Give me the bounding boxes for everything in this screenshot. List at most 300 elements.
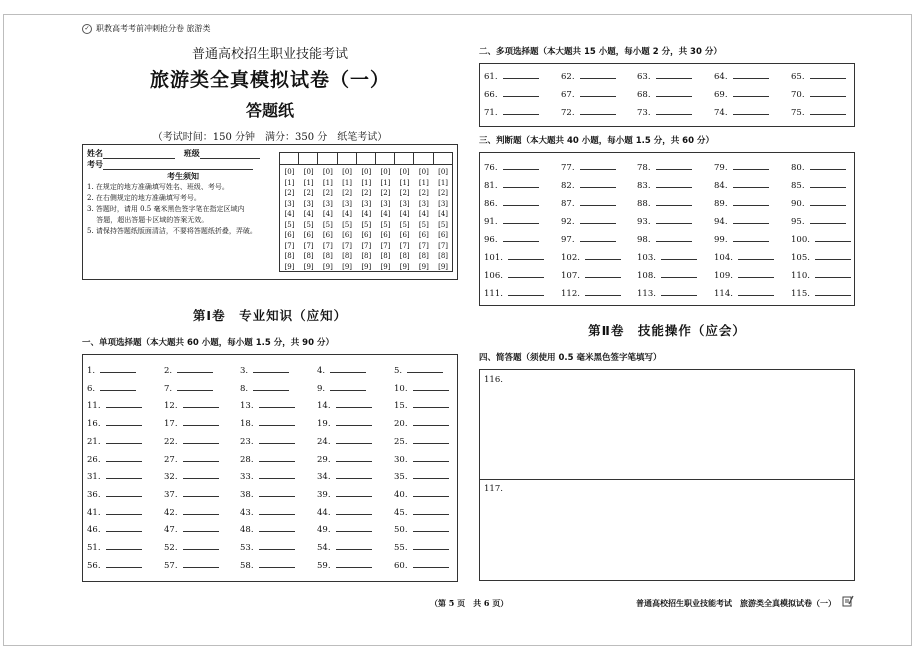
digit-bubble[interactable]: [4] bbox=[342, 210, 353, 218]
answer-blank-69[interactable] bbox=[714, 90, 769, 100]
answer-line[interactable] bbox=[253, 371, 289, 373]
answer-blank-93[interactable] bbox=[637, 217, 692, 227]
answer-line[interactable] bbox=[413, 548, 449, 550]
digit-bubble[interactable]: [2] bbox=[418, 189, 429, 197]
digit-bubble[interactable]: [2] bbox=[399, 189, 410, 197]
answer-blank-16[interactable] bbox=[87, 419, 142, 429]
digit-bubble[interactable]: [0] bbox=[399, 168, 410, 176]
answer-blank-76[interactable] bbox=[484, 163, 539, 173]
digit-bubble[interactable]: [3] bbox=[303, 199, 314, 208]
digit-bubble[interactable]: [0] bbox=[322, 168, 333, 176]
answer-blank-37[interactable] bbox=[164, 490, 219, 500]
id-digit-box[interactable] bbox=[414, 153, 433, 164]
answer-blank-75[interactable] bbox=[791, 108, 846, 118]
answer-line[interactable] bbox=[508, 258, 544, 260]
digit-bubble[interactable]: [6] bbox=[303, 231, 314, 239]
answer-line[interactable] bbox=[106, 548, 142, 550]
digit-bubble[interactable]: [0] bbox=[361, 168, 372, 176]
digit-bubble[interactable]: [5] bbox=[438, 220, 449, 229]
answer-line[interactable] bbox=[413, 495, 449, 497]
digit-bubble[interactable]: [5] bbox=[418, 220, 429, 229]
id-field[interactable]: 考号 bbox=[87, 159, 253, 170]
digit-bubble[interactable]: [4] bbox=[361, 210, 372, 218]
digit-bubble[interactable]: [1] bbox=[438, 178, 449, 187]
answer-line[interactable] bbox=[177, 371, 213, 373]
digit-bubble[interactable]: [8] bbox=[399, 252, 410, 260]
answer-line[interactable] bbox=[106, 424, 142, 426]
answer-blank-55[interactable] bbox=[394, 543, 449, 553]
digit-bubble[interactable]: [1] bbox=[399, 178, 410, 187]
answer-line[interactable] bbox=[580, 204, 616, 206]
answer-blank-41[interactable] bbox=[87, 508, 142, 518]
answer-line[interactable] bbox=[106, 442, 142, 444]
answer-blank-70[interactable] bbox=[791, 90, 846, 100]
answer-line[interactable] bbox=[183, 495, 219, 497]
answer-blank-80[interactable] bbox=[791, 163, 846, 173]
digit-bubble[interactable]: [4] bbox=[418, 210, 429, 218]
digit-bubble[interactable]: [9] bbox=[303, 262, 314, 271]
digit-bubble[interactable]: [7] bbox=[322, 241, 333, 250]
answer-line[interactable] bbox=[810, 77, 846, 79]
digit-bubble[interactable]: [2] bbox=[380, 189, 391, 197]
digit-bubble[interactable]: [9] bbox=[438, 262, 449, 271]
id-digit-box[interactable] bbox=[338, 153, 357, 164]
answer-blank-110[interactable] bbox=[791, 271, 851, 281]
answer-line[interactable] bbox=[253, 389, 289, 391]
answer-line[interactable] bbox=[738, 258, 774, 260]
digit-bubble[interactable]: [5] bbox=[303, 220, 314, 229]
answer-blank-33[interactable] bbox=[240, 472, 295, 482]
answer-blank-57[interactable] bbox=[164, 561, 219, 571]
answer-blank-39[interactable] bbox=[317, 490, 372, 500]
answer-blank-67[interactable] bbox=[561, 90, 616, 100]
answer-blank-94[interactable] bbox=[714, 217, 769, 227]
answer-line[interactable] bbox=[738, 294, 774, 296]
answer-blank-49[interactable] bbox=[317, 525, 372, 535]
digit-bubble[interactable]: [3] bbox=[399, 199, 410, 208]
answer-line[interactable] bbox=[413, 406, 449, 408]
answer-blank-43[interactable] bbox=[240, 508, 295, 518]
digit-bubble[interactable]: [0] bbox=[303, 168, 314, 176]
answer-line[interactable] bbox=[656, 77, 692, 79]
digit-bubble[interactable]: [5] bbox=[399, 220, 410, 229]
answer-blank-90[interactable] bbox=[791, 199, 846, 209]
digit-bubble[interactable]: [0] bbox=[342, 168, 353, 176]
digit-bubble[interactable]: [3] bbox=[438, 199, 449, 208]
digit-bubble[interactable]: [7] bbox=[342, 241, 353, 250]
digit-bubble[interactable]: [4] bbox=[380, 210, 391, 218]
digit-bubble[interactable]: [1] bbox=[342, 178, 353, 187]
answer-line[interactable] bbox=[733, 77, 769, 79]
answer-line[interactable] bbox=[330, 389, 366, 391]
digit-bubble[interactable]: [7] bbox=[284, 241, 295, 250]
answer-blank-62[interactable] bbox=[561, 72, 616, 82]
answer-blank-107[interactable] bbox=[561, 271, 621, 281]
answer-blank-14[interactable] bbox=[317, 401, 372, 411]
answer-line[interactable] bbox=[413, 530, 449, 532]
answer-line[interactable] bbox=[106, 460, 142, 462]
answer-blank-79[interactable] bbox=[714, 163, 769, 173]
exam-id-grid[interactable] bbox=[279, 152, 453, 272]
answer-blank-64[interactable] bbox=[714, 72, 769, 82]
answer-blank-1[interactable] bbox=[87, 366, 136, 376]
digit-bubble[interactable]: [9] bbox=[399, 262, 410, 271]
answer-blank-18[interactable] bbox=[240, 419, 295, 429]
digit-bubble[interactable]: [7] bbox=[380, 241, 391, 250]
answer-line[interactable] bbox=[580, 168, 616, 170]
answer-blank-50[interactable] bbox=[394, 525, 449, 535]
answer-blank-112[interactable] bbox=[561, 289, 621, 299]
answer-blank-68[interactable] bbox=[637, 90, 692, 100]
answer-line[interactable] bbox=[503, 186, 539, 188]
answer-blank-111[interactable] bbox=[484, 289, 544, 299]
answer-line[interactable] bbox=[259, 442, 295, 444]
answer-blank-95[interactable] bbox=[791, 217, 846, 227]
answer-line[interactable] bbox=[183, 442, 219, 444]
id-digit-box[interactable] bbox=[434, 153, 453, 164]
digit-bubble[interactable]: [8] bbox=[342, 252, 353, 260]
id-digit-box[interactable] bbox=[280, 153, 299, 164]
answer-line[interactable] bbox=[106, 513, 142, 515]
answer-blank-32[interactable] bbox=[164, 472, 219, 482]
digit-bubble[interactable]: [6] bbox=[399, 231, 410, 239]
digit-bubble[interactable]: [8] bbox=[361, 252, 372, 260]
answer-blank-10[interactable] bbox=[394, 384, 449, 394]
answer-line[interactable] bbox=[106, 477, 142, 479]
answer-blank-115[interactable] bbox=[791, 289, 851, 299]
answer-blank-53[interactable] bbox=[240, 543, 295, 553]
answer-line[interactable] bbox=[407, 371, 443, 373]
answer-blank-20[interactable] bbox=[394, 419, 449, 429]
digit-bubble[interactable]: [0] bbox=[284, 168, 295, 176]
answer-line[interactable] bbox=[815, 258, 851, 260]
answer-line[interactable] bbox=[183, 460, 219, 462]
answer-line[interactable] bbox=[656, 204, 692, 206]
digit-bubble[interactable]: [8] bbox=[303, 252, 314, 260]
digit-bubble[interactable]: [9] bbox=[418, 262, 429, 271]
id-digit-box[interactable] bbox=[376, 153, 395, 164]
digit-bubble[interactable]: [1] bbox=[284, 178, 295, 187]
digit-bubble[interactable]: [8] bbox=[380, 252, 391, 260]
answer-line[interactable] bbox=[580, 240, 616, 242]
answer-blank-11[interactable] bbox=[87, 401, 142, 411]
digit-bubble[interactable]: [1] bbox=[361, 178, 372, 187]
answer-line[interactable] bbox=[656, 168, 692, 170]
digit-bubble[interactable]: [6] bbox=[322, 231, 333, 239]
answer-line[interactable] bbox=[733, 113, 769, 115]
answer-line[interactable] bbox=[738, 276, 774, 278]
answer-line[interactable] bbox=[336, 442, 372, 444]
answer-blank-60[interactable] bbox=[394, 561, 449, 571]
answer-line[interactable] bbox=[815, 240, 851, 242]
answer-blank-96[interactable] bbox=[484, 235, 539, 245]
answer-blank-34[interactable] bbox=[317, 472, 372, 482]
digit-bubble[interactable]: [2] bbox=[284, 189, 295, 197]
answer-line[interactable] bbox=[503, 168, 539, 170]
answer-line[interactable] bbox=[259, 513, 295, 515]
answer-blank-92[interactable] bbox=[561, 217, 616, 227]
answer-line[interactable] bbox=[336, 513, 372, 515]
answer-blank-59[interactable] bbox=[317, 561, 372, 571]
answer-line[interactable] bbox=[259, 566, 295, 568]
answer-blank-8[interactable] bbox=[240, 384, 289, 394]
answer-blank-114[interactable] bbox=[714, 289, 774, 299]
answer-blank-101[interactable] bbox=[484, 253, 544, 263]
name-field[interactable]: 姓名 班级 bbox=[87, 148, 260, 159]
answer-blank-82[interactable] bbox=[561, 181, 616, 191]
id-digit-box[interactable] bbox=[395, 153, 414, 164]
answer-blank-46[interactable] bbox=[87, 525, 142, 535]
answer-blank-102[interactable] bbox=[561, 253, 621, 263]
answer-blank-27[interactable] bbox=[164, 455, 219, 465]
id-digit-box[interactable] bbox=[318, 153, 337, 164]
answer-line[interactable] bbox=[177, 389, 213, 391]
digit-bubble[interactable]: [0] bbox=[418, 168, 429, 176]
answer-blank-63[interactable] bbox=[637, 72, 692, 82]
digit-bubble[interactable]: [9] bbox=[322, 262, 333, 271]
answer-blank-108[interactable] bbox=[637, 271, 697, 281]
digit-bubble[interactable]: [3] bbox=[418, 199, 429, 208]
answer-line[interactable] bbox=[661, 258, 697, 260]
answer-blank-13[interactable] bbox=[240, 401, 295, 411]
answer-line[interactable] bbox=[259, 460, 295, 462]
answer-line[interactable] bbox=[183, 566, 219, 568]
answer-line[interactable] bbox=[585, 276, 621, 278]
answer-line[interactable] bbox=[106, 406, 142, 408]
answer-line[interactable] bbox=[413, 442, 449, 444]
answer-blank-73[interactable] bbox=[637, 108, 692, 118]
answer-line[interactable] bbox=[733, 168, 769, 170]
answer-line[interactable] bbox=[183, 548, 219, 550]
digit-bubble[interactable]: [1] bbox=[380, 178, 391, 187]
answer-blank-83[interactable] bbox=[637, 181, 692, 191]
answer-line[interactable] bbox=[585, 258, 621, 260]
answer-blank-6[interactable] bbox=[87, 384, 136, 394]
answer-blank-4[interactable] bbox=[317, 366, 366, 376]
answer-blank-85[interactable] bbox=[791, 181, 846, 191]
answer-blank-2[interactable] bbox=[164, 366, 213, 376]
answer-line[interactable] bbox=[413, 566, 449, 568]
answer-line[interactable] bbox=[810, 186, 846, 188]
answer-blank-36[interactable] bbox=[87, 490, 142, 500]
answer-blank-56[interactable] bbox=[87, 561, 142, 571]
answer-line[interactable] bbox=[656, 95, 692, 97]
digit-bubble[interactable]: [3] bbox=[380, 199, 391, 208]
answer-line[interactable] bbox=[413, 424, 449, 426]
answer-blank-99[interactable] bbox=[714, 235, 769, 245]
answer-blank-97[interactable] bbox=[561, 235, 616, 245]
answer-blank-19[interactable] bbox=[317, 419, 372, 429]
answer-line[interactable] bbox=[259, 406, 295, 408]
answer-blank-91[interactable] bbox=[484, 217, 539, 227]
answer-line[interactable] bbox=[336, 548, 372, 550]
answer-area-117[interactable]: 117. bbox=[484, 484, 503, 494]
answer-line[interactable] bbox=[259, 424, 295, 426]
digit-bubble[interactable]: [4] bbox=[303, 210, 314, 218]
answer-line[interactable] bbox=[580, 113, 616, 115]
answer-blank-51[interactable] bbox=[87, 543, 142, 553]
answer-blank-78[interactable] bbox=[637, 163, 692, 173]
answer-line[interactable] bbox=[661, 294, 697, 296]
digit-bubble[interactable]: [2] bbox=[361, 189, 372, 197]
answer-line[interactable] bbox=[183, 530, 219, 532]
digit-bubble[interactable]: [7] bbox=[418, 241, 429, 250]
answer-blank-23[interactable] bbox=[240, 437, 295, 447]
answer-line[interactable] bbox=[413, 460, 449, 462]
answer-blank-106[interactable] bbox=[484, 271, 544, 281]
answer-line[interactable] bbox=[183, 406, 219, 408]
answer-blank-42[interactable] bbox=[164, 508, 219, 518]
digit-bubble[interactable]: [5] bbox=[380, 220, 391, 229]
answer-blank-47[interactable] bbox=[164, 525, 219, 535]
digit-bubble[interactable]: [3] bbox=[284, 199, 295, 208]
answer-blank-65[interactable] bbox=[791, 72, 846, 82]
answer-line[interactable] bbox=[413, 513, 449, 515]
answer-blank-29[interactable] bbox=[317, 455, 372, 465]
answer-blank-24[interactable] bbox=[317, 437, 372, 447]
digit-bubble[interactable]: [5] bbox=[322, 220, 333, 229]
id-digit-box[interactable] bbox=[357, 153, 376, 164]
answer-line[interactable] bbox=[503, 222, 539, 224]
answer-line[interactable] bbox=[733, 222, 769, 224]
digit-bubble[interactable]: [2] bbox=[342, 189, 353, 197]
answer-line[interactable] bbox=[336, 495, 372, 497]
answer-line[interactable] bbox=[413, 477, 449, 479]
answer-blank-58[interactable] bbox=[240, 561, 295, 571]
answer-blank-72[interactable] bbox=[561, 108, 616, 118]
digit-bubble[interactable]: [8] bbox=[418, 252, 429, 260]
answer-blank-26[interactable] bbox=[87, 455, 142, 465]
answer-blank-74[interactable] bbox=[714, 108, 769, 118]
answer-blank-71[interactable] bbox=[484, 108, 539, 118]
digit-bubble[interactable]: [6] bbox=[342, 231, 353, 239]
digit-bubble[interactable]: [2] bbox=[322, 189, 333, 197]
answer-blank-54[interactable] bbox=[317, 543, 372, 553]
answer-blank-45[interactable] bbox=[394, 508, 449, 518]
answer-line[interactable] bbox=[503, 77, 539, 79]
answer-blank-22[interactable] bbox=[164, 437, 219, 447]
answer-line[interactable] bbox=[656, 113, 692, 115]
digit-bubble[interactable]: [9] bbox=[284, 262, 295, 271]
answer-line[interactable] bbox=[810, 113, 846, 115]
digit-bubble[interactable]: [6] bbox=[361, 231, 372, 239]
answer-blank-77[interactable] bbox=[561, 163, 616, 173]
digit-bubble[interactable]: [3] bbox=[322, 199, 333, 208]
answer-blank-35[interactable] bbox=[394, 472, 449, 482]
digit-bubble[interactable]: [0] bbox=[438, 168, 449, 176]
answer-blank-100[interactable] bbox=[791, 235, 851, 245]
answer-line[interactable] bbox=[503, 113, 539, 115]
answer-blank-89[interactable] bbox=[714, 199, 769, 209]
answer-line[interactable] bbox=[733, 204, 769, 206]
answer-line[interactable] bbox=[815, 294, 851, 296]
answer-blank-7[interactable] bbox=[164, 384, 213, 394]
digit-bubble[interactable]: [6] bbox=[284, 231, 295, 239]
answer-line[interactable] bbox=[106, 566, 142, 568]
answer-line[interactable] bbox=[810, 222, 846, 224]
answer-blank-3[interactable] bbox=[240, 366, 289, 376]
answer-blank-28[interactable] bbox=[240, 455, 295, 465]
digit-bubble[interactable]: [1] bbox=[418, 178, 429, 187]
digit-bubble[interactable]: [7] bbox=[303, 241, 314, 250]
answer-blank-66[interactable] bbox=[484, 90, 539, 100]
answer-line[interactable] bbox=[336, 530, 372, 532]
answer-blank-109[interactable] bbox=[714, 271, 774, 281]
answer-line[interactable] bbox=[580, 222, 616, 224]
digit-bubble[interactable]: [4] bbox=[399, 210, 410, 218]
answer-line[interactable] bbox=[580, 95, 616, 97]
answer-line[interactable] bbox=[503, 95, 539, 97]
digit-bubble[interactable]: [4] bbox=[322, 210, 333, 218]
answer-line[interactable] bbox=[183, 513, 219, 515]
answer-line[interactable] bbox=[508, 294, 544, 296]
answer-blank-17[interactable] bbox=[164, 419, 219, 429]
answer-line[interactable] bbox=[656, 222, 692, 224]
digit-bubble[interactable]: [1] bbox=[303, 178, 314, 187]
answer-blank-15[interactable] bbox=[394, 401, 449, 411]
answer-blank-113[interactable] bbox=[637, 289, 697, 299]
answer-line[interactable] bbox=[336, 406, 372, 408]
answer-blank-103[interactable] bbox=[637, 253, 697, 263]
answer-blank-31[interactable] bbox=[87, 472, 142, 482]
digit-bubble[interactable]: [9] bbox=[342, 262, 353, 271]
answer-blank-88[interactable] bbox=[637, 199, 692, 209]
answer-line[interactable] bbox=[100, 389, 136, 391]
digit-bubble[interactable]: [5] bbox=[361, 220, 372, 229]
answer-line[interactable] bbox=[183, 424, 219, 426]
digit-bubble[interactable]: [2] bbox=[303, 189, 314, 197]
answer-blank-48[interactable] bbox=[240, 525, 295, 535]
digit-bubble[interactable]: [5] bbox=[284, 220, 295, 229]
answer-line[interactable] bbox=[100, 371, 136, 373]
answer-blank-40[interactable] bbox=[394, 490, 449, 500]
answer-line[interactable] bbox=[336, 477, 372, 479]
answer-blank-81[interactable] bbox=[484, 181, 539, 191]
digit-bubble[interactable]: [8] bbox=[284, 252, 295, 260]
answer-line[interactable] bbox=[810, 95, 846, 97]
answer-area-116[interactable]: 116. bbox=[480, 370, 854, 480]
answer-line[interactable] bbox=[815, 276, 851, 278]
digit-bubble[interactable]: [4] bbox=[438, 210, 449, 218]
answer-line[interactable] bbox=[106, 495, 142, 497]
answer-line[interactable] bbox=[733, 186, 769, 188]
answer-blank-105[interactable] bbox=[791, 253, 851, 263]
answer-blank-87[interactable] bbox=[561, 199, 616, 209]
digit-bubble[interactable]: [8] bbox=[438, 252, 449, 260]
digit-bubble[interactable]: [2] bbox=[438, 189, 449, 197]
answer-line[interactable] bbox=[259, 548, 295, 550]
answer-blank-30[interactable] bbox=[394, 455, 449, 465]
digit-bubble[interactable]: [9] bbox=[380, 262, 391, 271]
answer-line[interactable] bbox=[413, 389, 449, 391]
digit-bubble[interactable]: [8] bbox=[322, 252, 333, 260]
answer-blank-104[interactable] bbox=[714, 253, 774, 263]
answer-blank-61[interactable] bbox=[484, 72, 539, 82]
digit-bubble[interactable]: [6] bbox=[438, 231, 449, 239]
digit-bubble[interactable]: [3] bbox=[361, 199, 372, 208]
answer-blank-98[interactable] bbox=[637, 235, 692, 245]
answer-blank-38[interactable] bbox=[240, 490, 295, 500]
digit-bubble[interactable]: [7] bbox=[361, 241, 372, 250]
answer-line[interactable] bbox=[183, 477, 219, 479]
answer-blank-52[interactable] bbox=[164, 543, 219, 553]
digit-bubble[interactable]: [3] bbox=[342, 199, 353, 208]
answer-line[interactable] bbox=[259, 477, 295, 479]
answer-blank-86[interactable] bbox=[484, 199, 539, 209]
answer-blank-84[interactable] bbox=[714, 181, 769, 191]
digit-bubble[interactable]: [1] bbox=[322, 178, 333, 187]
digit-bubble[interactable]: [6] bbox=[380, 231, 391, 239]
